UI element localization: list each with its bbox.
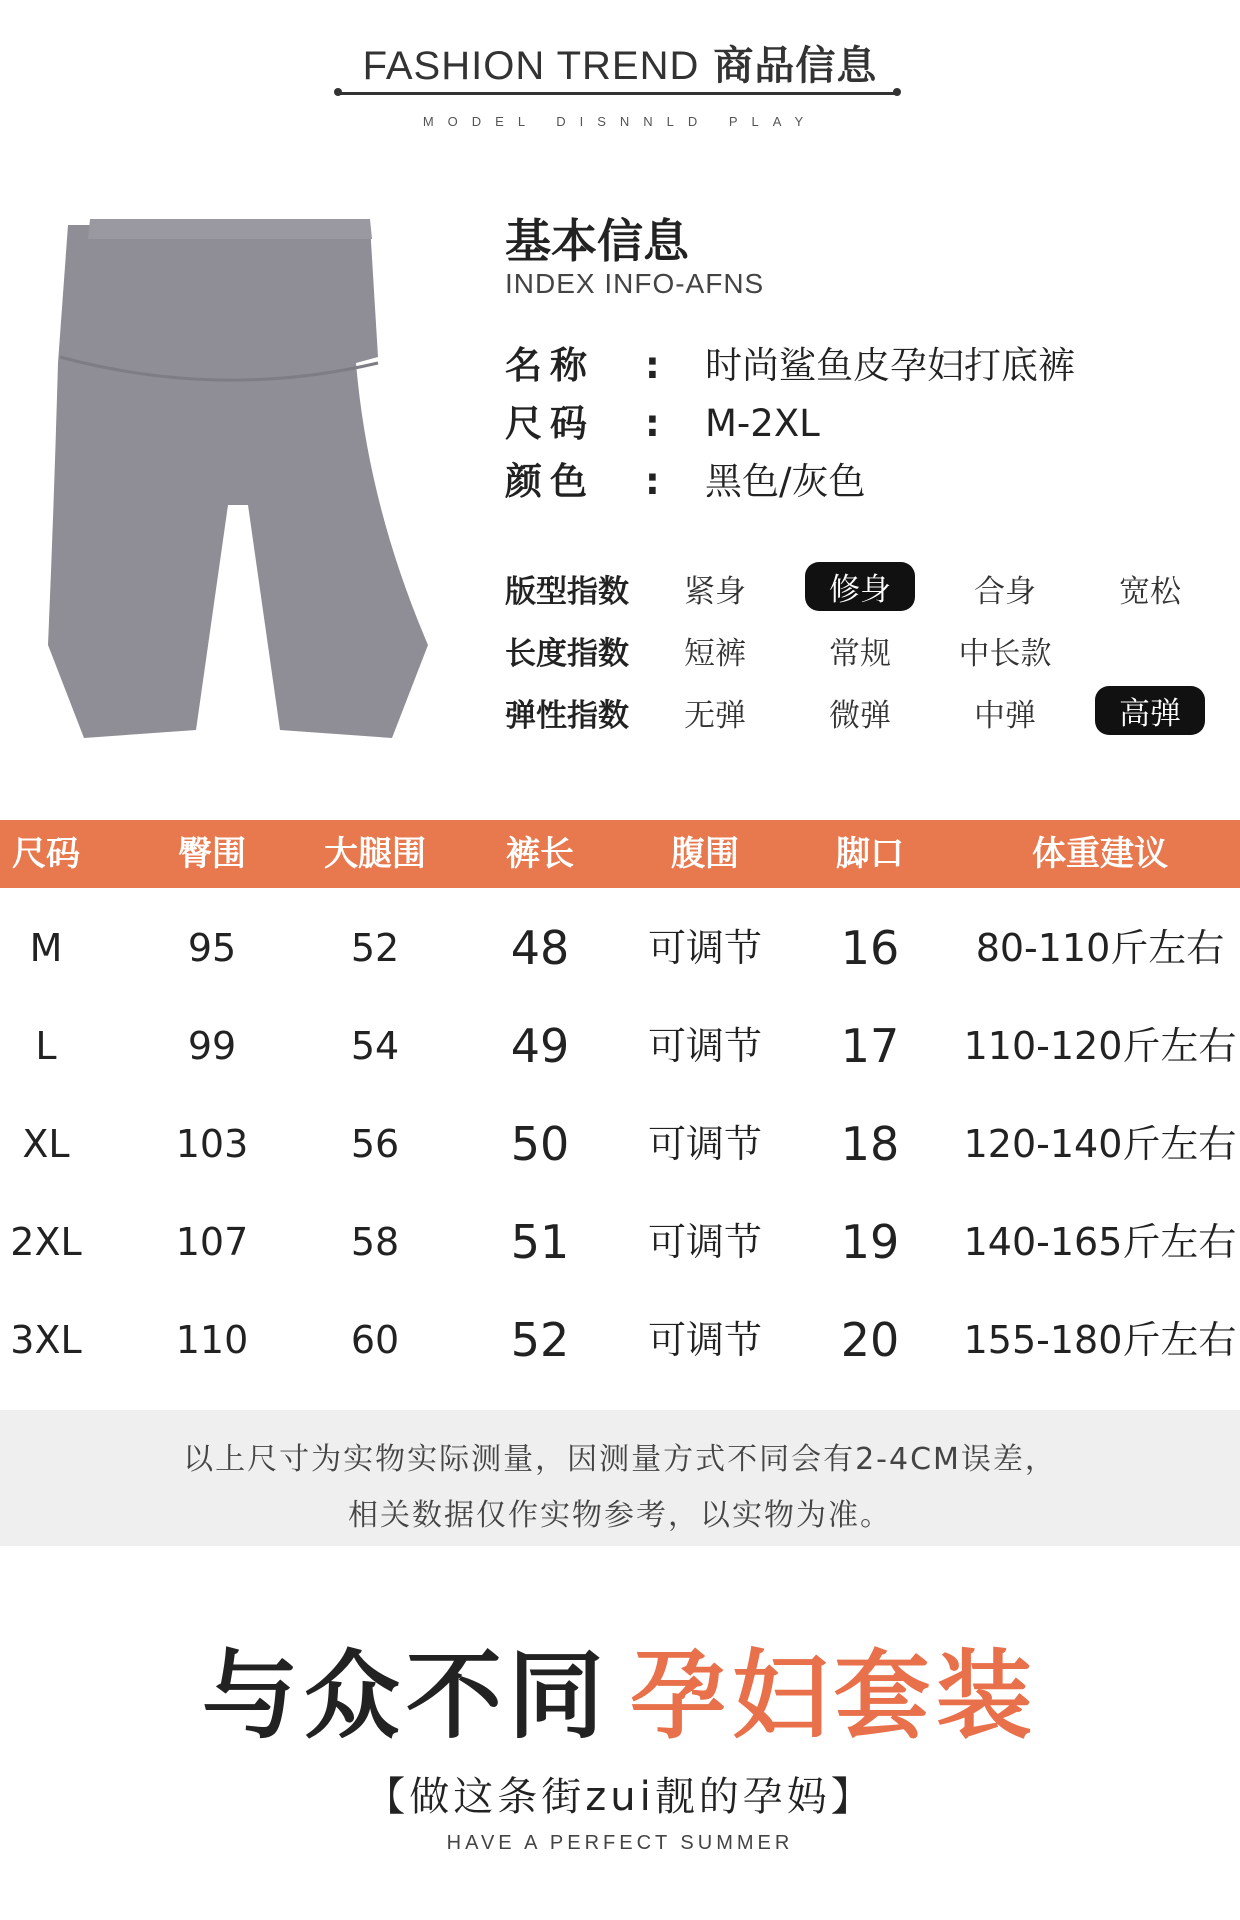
index-option: 微弹: [829, 698, 891, 734]
table-cell: 3XL: [10, 1318, 82, 1362]
table-cell: 110: [175, 1318, 249, 1362]
page-header-title: [0, 34, 1240, 91]
table-row: [0, 1292, 1240, 1388]
table-cell: 48: [510, 921, 570, 975]
info-row-size: [505, 393, 820, 447]
table-cell: 50: [510, 1117, 570, 1171]
info-title: 基本信息: [505, 214, 689, 268]
table-cell: 17: [840, 1019, 900, 1073]
note-line: 以上尺寸为实物实际测量，因测量方式不同会有2-4CM误差，: [183, 1442, 1057, 1477]
table-cell: 16: [840, 921, 900, 975]
table-cell: 52: [350, 926, 400, 970]
table-cell: 140-165斤左右: [963, 1220, 1237, 1264]
table-cell: 80-110斤左右: [975, 926, 1225, 970]
table-header-cell: 臀围: [178, 834, 246, 874]
index-option: 常规: [829, 636, 891, 672]
index-option: 中长款: [958, 636, 1052, 672]
table-cell: L: [35, 1024, 57, 1068]
table-cell: 103: [175, 1122, 249, 1166]
info-row-name: [505, 335, 1075, 389]
table-row: [0, 998, 1240, 1094]
index-option-selected: 修身: [805, 562, 915, 611]
slogan-main: 与众不同: [202, 1640, 610, 1752]
table-cell: XL: [22, 1122, 70, 1166]
table-cell: 可调节: [647, 1024, 762, 1068]
index-label: 版型指数: [505, 574, 629, 610]
info-colon: :: [645, 344, 660, 387]
table-cell: 120-140斤左右: [963, 1122, 1237, 1166]
table-cell: 58: [350, 1220, 400, 1264]
index-option: 合身: [974, 574, 1036, 610]
table-cell: 155-180斤左右: [963, 1318, 1237, 1362]
index-option: 紧身: [684, 574, 746, 610]
slogan-highlight: 孕妇套装: [630, 1640, 1038, 1752]
table-cell: 52: [510, 1313, 570, 1367]
tagline: 【做这条街zui靓的孕妈】: [365, 1774, 875, 1820]
info-label: 颜色: [505, 460, 595, 503]
info-label: 名称: [505, 344, 595, 387]
table-header-cell: 尺码: [12, 834, 80, 874]
table-row: [0, 1194, 1240, 1290]
length-index-row: [505, 622, 1205, 672]
table-cell: 19: [840, 1215, 900, 1269]
table-cell: M: [29, 926, 63, 970]
header-divider: [340, 92, 895, 95]
table-cell: 99: [187, 1024, 237, 1068]
table-row: [0, 900, 1240, 996]
index-label: 弹性指数: [505, 698, 629, 734]
elastic-index-row: [505, 684, 1205, 734]
index-option: 短裤: [684, 636, 746, 672]
info-value: 黑色/灰色: [705, 460, 866, 503]
info-colon: :: [645, 402, 660, 445]
info-row-color: [505, 451, 865, 505]
table-cell: 18: [840, 1117, 900, 1171]
note-line: 相关数据仅作实物参考，以实物为准。: [348, 1498, 892, 1533]
info-subtitle: INDEX INFO-AFNS: [505, 268, 765, 299]
table-cell: 可调节: [647, 926, 762, 970]
header-title-cn: 商品信息: [713, 43, 878, 89]
table-cell: 可调节: [647, 1318, 762, 1362]
header-subtitle: MODEL DISNNLD PLAY: [422, 114, 818, 129]
table-cell: 51: [510, 1215, 570, 1269]
table-cell: 54: [350, 1024, 400, 1068]
slogan: [0, 1620, 1240, 1757]
table-cell: 56: [350, 1122, 400, 1166]
info-colon: :: [645, 460, 660, 503]
table-header-cell: 腹围: [671, 834, 739, 874]
product-image: [40, 205, 440, 745]
table-cell: 60: [350, 1318, 400, 1362]
table-header-cell: 脚口: [836, 834, 904, 874]
info-label: 尺码: [505, 402, 595, 445]
table-header-cell: 体重建议: [1032, 834, 1168, 874]
index-label: 长度指数: [505, 636, 629, 672]
header-title-en: FASHION TREND: [362, 44, 700, 88]
fit-index-row: [505, 560, 1205, 610]
table-header-cell: 裤长: [506, 834, 574, 874]
table-cell: 2XL: [10, 1220, 82, 1264]
index-option-selected: 高弹: [1095, 686, 1205, 735]
index-option: 中弹: [974, 698, 1036, 734]
info-value: M-2XL: [705, 402, 820, 445]
index-option: 无弹: [684, 698, 746, 734]
tagline-en: HAVE A PERFECT SUMMER: [446, 1832, 794, 1854]
table-cell: 95: [187, 926, 237, 970]
table-row: [0, 1096, 1240, 1192]
table-cell: 20: [840, 1313, 900, 1367]
table-cell: 110-120斤左右: [963, 1024, 1237, 1068]
measurement-note: [0, 1410, 1240, 1546]
table-cell: 107: [175, 1220, 249, 1264]
index-option: 宽松: [1119, 574, 1181, 610]
table-cell: 49: [510, 1019, 570, 1073]
info-value: 时尚鲨鱼皮孕妇打底裤: [705, 344, 1075, 387]
table-cell: 可调节: [647, 1122, 762, 1166]
size-table-header: [0, 820, 1240, 888]
table-header-cell: 大腿围: [324, 834, 426, 874]
table-cell: 可调节: [647, 1220, 762, 1264]
